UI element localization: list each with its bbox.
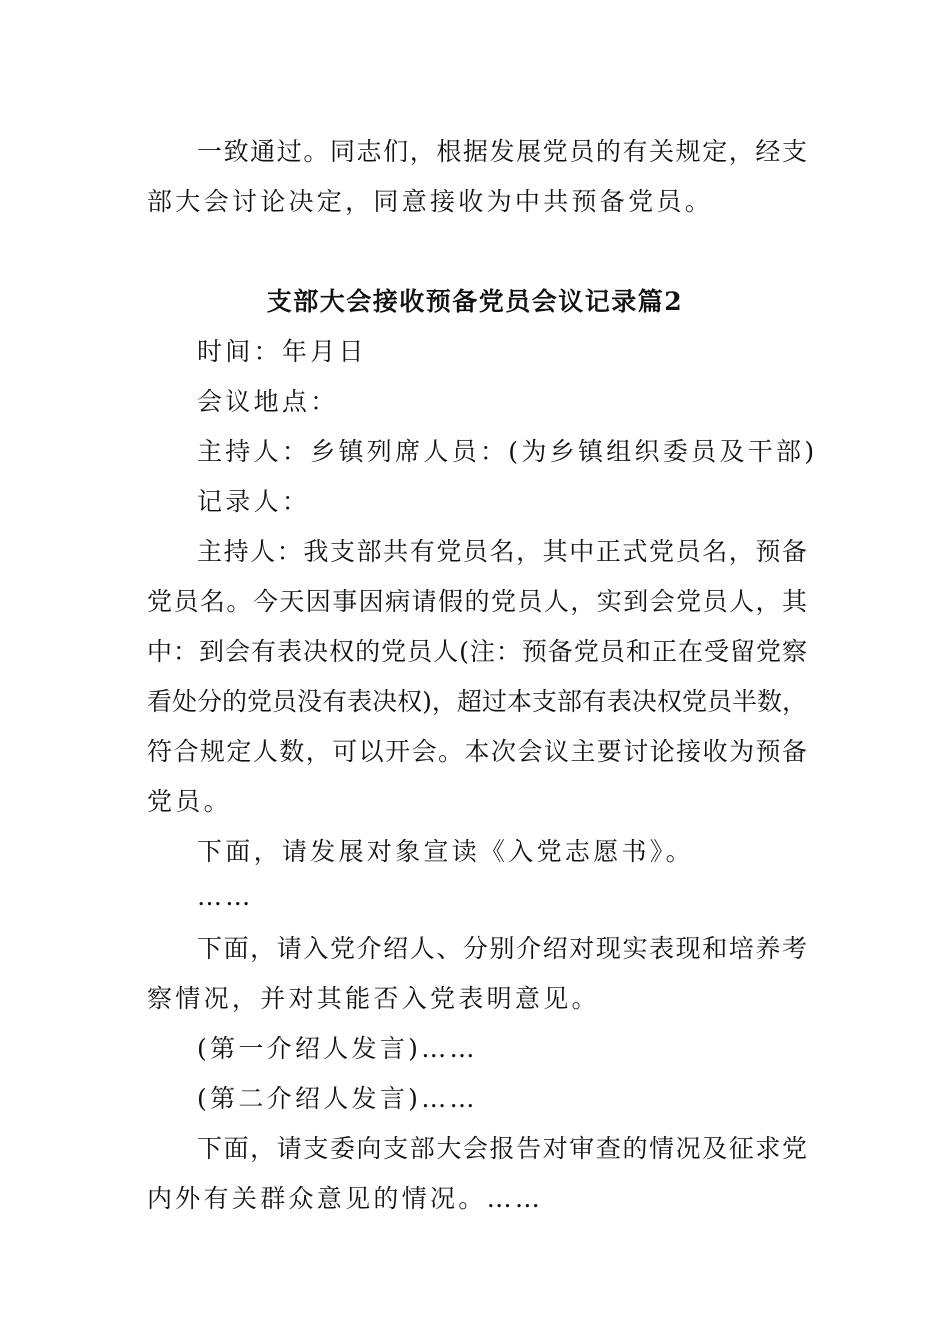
introducer-para-line-1: 下面，请入党介绍人、分别介绍对现实表现和培养考 bbox=[197, 934, 807, 963]
ellipsis-line: …… bbox=[197, 882, 254, 911]
host-para-line-1: 主持人：我支部共有党员名，其中正式党员名，预备 bbox=[197, 537, 807, 566]
committee-para-line-2: 内外有关群众意见的情况。…… bbox=[147, 1184, 544, 1213]
host-field: 主持人：乡镇列席人员：(为乡镇组织委员及干部) bbox=[197, 437, 818, 466]
host-para-line-6: 党员。 bbox=[147, 787, 232, 816]
time-field: 时间：年月日 bbox=[197, 337, 367, 366]
read-application-line: 下面，请发展对象宣读《入党志愿书》。 bbox=[197, 837, 694, 866]
host-para-line-4: 看处分的党员没有表决权)，超过本支部有表决权党员半数， bbox=[147, 687, 807, 716]
document-title: 支部大会接收预备党员会议记录篇2 bbox=[266, 287, 684, 316]
first-introducer-line: (第一介绍人发言)…… bbox=[197, 1034, 478, 1063]
location-field: 会议地点： bbox=[197, 387, 339, 416]
recorder-field: 记录人： bbox=[197, 487, 311, 516]
host-para-line-2: 党员名。今天因事因病请假的党员人，实到会党员人，其 bbox=[147, 587, 807, 616]
host-para-line-3: 中：到会有表决权的党员人(注：预备党员和正在受留党察 bbox=[147, 637, 807, 666]
host-para-line-5: 符合规定人数，可以开会。本次会议主要讨论接收为预备 bbox=[147, 737, 807, 766]
intro-line-2: 部大会讨论决定，同意接收为中共预备党员。 bbox=[147, 187, 714, 216]
introducer-para-line-2: 察情况，并对其能否入党表明意见。 bbox=[147, 984, 600, 1013]
committee-para-line-1: 下面，请支委向支部大会报告对审查的情况及征求党 bbox=[197, 1134, 807, 1163]
second-introducer-line: (第二介绍人发言)…… bbox=[197, 1084, 478, 1113]
intro-line-1: 一致通过。同志们，根据发展党员的有关规定，经支 bbox=[197, 137, 807, 166]
